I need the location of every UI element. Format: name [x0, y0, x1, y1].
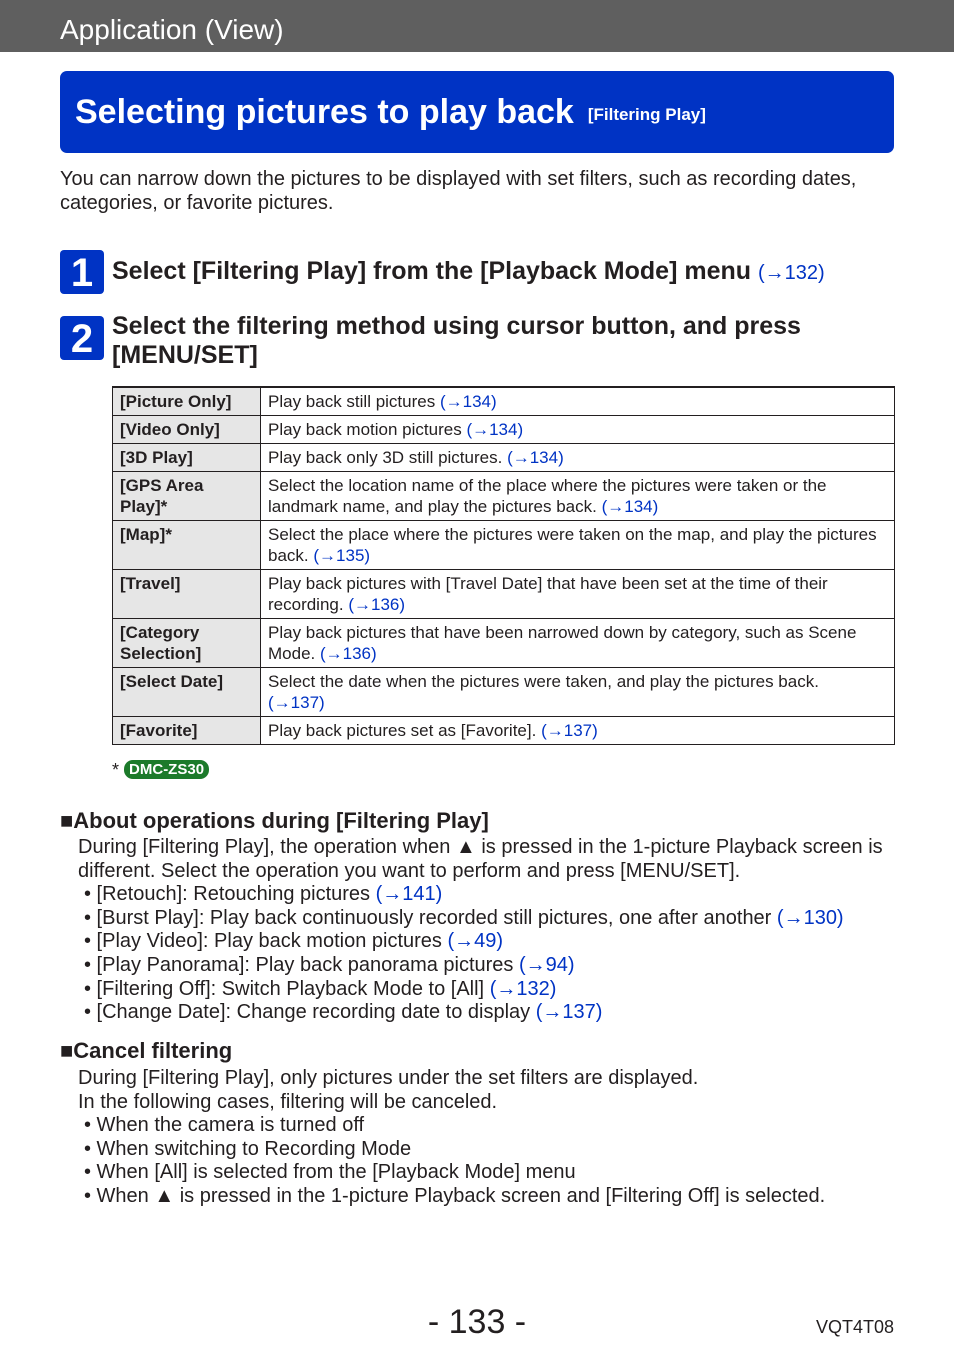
filter-desc: [261, 668, 895, 717]
filter-key: [Favorite]: [113, 717, 261, 745]
up-arrow-icon: ▲: [154, 1184, 175, 1207]
filter-key: [Video Only]: [113, 416, 261, 444]
about-operations-paragraph: [78, 836, 898, 883]
page-subtitle: [Filtering Play]: [587, 105, 706, 124]
filter-desc-text: Play back pictures set as [Favorite].: [268, 721, 537, 740]
step-1-text: [112, 257, 882, 288]
filter-ref-link[interactable]: (→136): [319, 644, 377, 663]
list-item: [78, 930, 898, 954]
filter-ref-link[interactable]: (→137): [268, 693, 325, 712]
table-row: [113, 387, 895, 416]
filter-ref-link[interactable]: (→134): [466, 420, 524, 439]
filter-desc: [261, 444, 895, 472]
list-item-text: • [Retouch]: Retouching pictures: [84, 883, 371, 906]
cancel-filtering-heading: ■Cancel filtering: [60, 1038, 233, 1063]
top-section-bar: [0, 0, 954, 52]
table-row: [113, 444, 895, 472]
footnote: [112, 758, 209, 782]
list-item-ref-link[interactable]: (→49): [447, 930, 504, 953]
table-row: [113, 416, 895, 444]
title-box: [60, 71, 894, 153]
table-row: [113, 521, 895, 570]
list-item: [78, 978, 898, 1002]
cancel-list: [78, 1114, 898, 1208]
step-1-ref-link[interactable]: (→132): [757, 262, 825, 284]
filter-desc-text: Select the location name of the place where the pictures were taken or the landmark name, and play the pictures back.: [268, 476, 827, 516]
about-operations-body: [78, 836, 898, 1025]
list-item-ref-link[interactable]: (→130): [776, 906, 844, 929]
filter-key: [Category Selection]: [113, 619, 261, 668]
list-item-ref-link[interactable]: (→94): [519, 953, 575, 976]
model-code: VQT4T08: [815, 1317, 894, 1337]
filter-ref-link[interactable]: (→134): [507, 448, 564, 467]
list-item-ref-link[interactable]: (→141): [375, 883, 443, 906]
page-title-text: Selecting pictures to play back: [75, 93, 574, 131]
about-text-a: During [Filtering Play], the operation when: [78, 836, 456, 858]
filter-key: [Select Date]: [113, 668, 261, 717]
filter-desc: [261, 717, 895, 745]
filter-desc-text: Select the place where the pictures were taken on the map, and play the pictures back.: [268, 525, 877, 565]
list-item: [78, 1001, 898, 1025]
list-item: • When switching to Recording Mode: [84, 1137, 412, 1160]
filter-key: [3D Play]: [113, 444, 261, 472]
list-item: [78, 883, 898, 907]
cancel-line-1: During [Filtering Play], only pictures under the set filters are displayed.: [78, 1067, 699, 1089]
step-1-number: 1: [60, 250, 104, 294]
intro-text: You can narrow down the pictures to be displayed with set filters, such as recording dates, categories, or favorite pictures.: [60, 168, 857, 214]
list-item: [78, 1185, 898, 1209]
list-item-text: • [Burst Play]: Play back continuously recorded still pictures, one after another: [84, 906, 772, 929]
filter-desc: [261, 472, 895, 521]
filter-key: [Picture Only]: [113, 387, 261, 416]
about-text-b: is pressed in the 1-picture Playback screen is different. Select the operation you want to perform and press [MENU/SET].: [78, 836, 883, 882]
list-item: • When the camera is turned off: [84, 1114, 365, 1137]
list-item: • When [All] is selected from the [Playback Mode] menu: [84, 1161, 576, 1184]
filter-ref-link[interactable]: (→134): [601, 497, 659, 516]
filter-ref-link[interactable]: (→136): [348, 595, 406, 614]
list-item: [78, 954, 898, 978]
model-badge: DMC-ZS30: [124, 760, 209, 779]
filter-key: [Map]*: [113, 521, 261, 570]
filter-desc-text: Play back pictures that have been narrowed down by category, such as Scene Mode.: [268, 623, 857, 663]
filter-desc: [261, 570, 895, 619]
list-item-text: • [Play Panorama]: Play back panorama pictures: [84, 953, 514, 976]
list-item-ref-link[interactable]: (→132): [489, 977, 557, 1000]
table-row: [113, 668, 895, 717]
about-operations-list: [78, 883, 898, 1025]
list-item: [78, 907, 898, 931]
filter-key: [Travel]: [113, 570, 261, 619]
table-row: [113, 717, 895, 745]
filter-desc-text: Play back pictures with [Travel Date] that have been set at the time of their recording.: [268, 574, 828, 614]
filter-desc-text: Play back still pictures: [268, 392, 436, 411]
step-2-number: 2: [60, 316, 104, 360]
table-row: [113, 570, 895, 619]
page-number: - 133 -: [427, 1303, 527, 1341]
footnote-mark: *: [112, 760, 120, 780]
filter-desc: [261, 416, 895, 444]
filter-desc: [261, 619, 895, 668]
filter-ref-link[interactable]: (→135): [313, 546, 371, 565]
page-title: [75, 92, 706, 138]
table-row: [113, 619, 895, 668]
about-operations-heading: ■About operations during [Filtering Play]: [60, 808, 489, 833]
list-item-text: • [Filtering Off]: Switch Playback Mode to [All]: [84, 977, 485, 1000]
list-item-text-a: • When: [84, 1184, 155, 1207]
filter-desc: [261, 387, 895, 416]
filter-methods-table: [112, 386, 895, 745]
cancel-line-2: In the following cases, filtering will be canceled.: [78, 1090, 498, 1113]
step-2-text: Select the filtering method using cursor button, and press [MENU/SET]: [112, 312, 801, 369]
table-row: [113, 472, 895, 521]
list-item-text: • [Change Date]: Change recording date to display: [84, 1001, 531, 1024]
filter-desc-text: Select the date when the pictures were taken, and play the pictures back.: [268, 672, 819, 691]
filter-ref-link[interactable]: (→137): [541, 721, 598, 740]
cancel-filtering-body: [78, 1067, 898, 1209]
list-item-ref-link[interactable]: (→137): [535, 1001, 603, 1024]
step-1-label: Select [Filtering Play] from the [Playback Mode] menu: [112, 257, 752, 285]
filter-ref-link[interactable]: (→134): [439, 392, 497, 411]
up-arrow-icon: ▲: [455, 836, 476, 858]
list-item-text-b: is pressed in the 1-picture Playback screen and [Filtering Off] is selected.: [174, 1184, 826, 1207]
filter-desc-text: Play back motion pictures: [268, 420, 462, 439]
section-label: Application (View): [60, 14, 284, 45]
filter-desc: [261, 521, 895, 570]
filter-key: [GPS Area Play]*: [113, 472, 261, 521]
list-item-text: • [Play Video]: Play back motion pictures: [84, 930, 442, 953]
filter-desc-text: Play back only 3D still pictures.: [268, 448, 503, 467]
